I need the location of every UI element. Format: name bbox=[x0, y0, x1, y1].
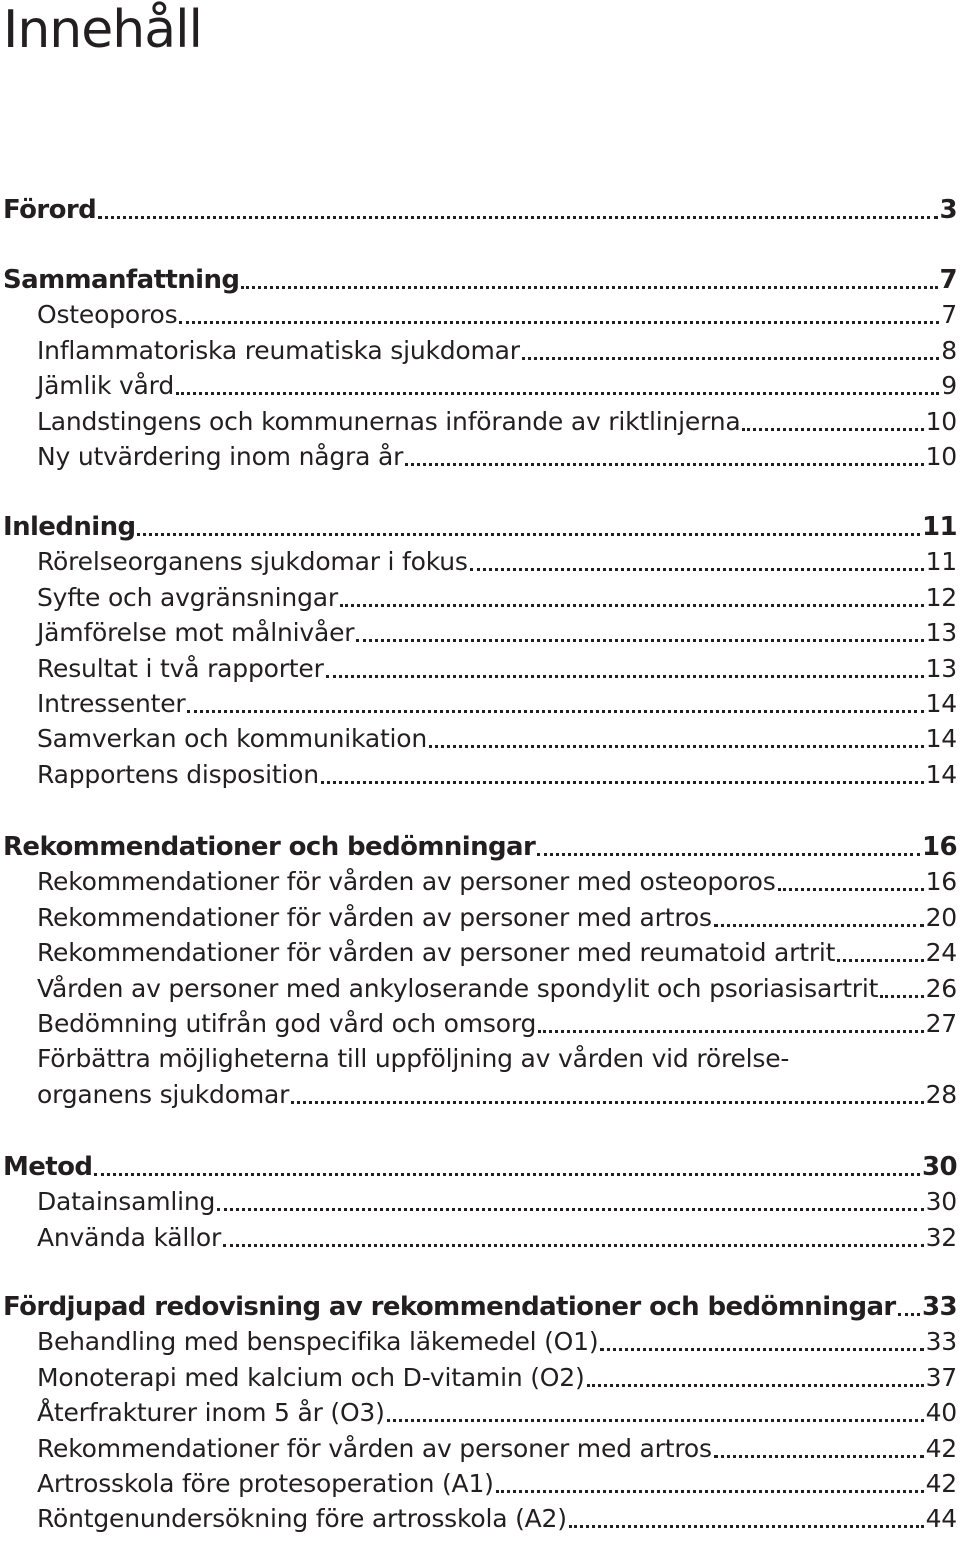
toc-subsection-entry[interactable] bbox=[0, 1009, 957, 1039]
toc-subsection-entry-label: Bedömning utifrån god vård och omsorg bbox=[37, 1009, 537, 1038]
toc-subsection-entry-label: Rekommendationer för vården av personer med artros bbox=[37, 1434, 712, 1463]
toc-subsection-entry-label: Ny utvärdering inom några år bbox=[37, 442, 404, 471]
toc-subsection-entry-page-number: 40 bbox=[925, 1398, 957, 1427]
toc-subsection-entry[interactable] bbox=[0, 724, 957, 754]
toc-section-entry-page-number: 11 bbox=[922, 512, 957, 542]
dot-leader bbox=[778, 888, 924, 891]
dot-leader bbox=[321, 781, 924, 784]
dot-leader bbox=[291, 1101, 923, 1104]
dot-leader bbox=[714, 1455, 924, 1458]
toc-subsection-entry[interactable] bbox=[0, 1398, 957, 1428]
toc-subsection-entry[interactable] bbox=[0, 760, 957, 790]
dot-leader bbox=[94, 1173, 920, 1176]
dot-leader bbox=[538, 1030, 923, 1033]
toc-subsection-entry-page-number: 10 bbox=[925, 442, 957, 471]
toc-subsection-entry[interactable] bbox=[0, 1080, 957, 1110]
dot-leader bbox=[187, 710, 923, 713]
toc-subsection-entry-page-number: 42 bbox=[925, 1469, 957, 1498]
toc-subsection-entry-label: Rekommendationer för vården av personer med osteoporos bbox=[37, 867, 776, 896]
toc-subsection-entry[interactable] bbox=[0, 1469, 957, 1499]
toc-section-entry[interactable] bbox=[0, 512, 957, 542]
dot-leader bbox=[600, 1348, 923, 1351]
toc-section-entry-label: Rekommendationer och bedömningar bbox=[3, 832, 536, 862]
toc-subsection-entry-page-number: 44 bbox=[925, 1504, 957, 1533]
dot-leader bbox=[537, 853, 920, 856]
dot-leader bbox=[98, 216, 937, 219]
toc-subsection-entry-label: Intressenter bbox=[37, 689, 186, 718]
toc-subsection-entry-page-number: 30 bbox=[925, 1187, 957, 1216]
dot-leader bbox=[880, 995, 923, 998]
toc-subsection-entry-label: Använda källor bbox=[37, 1223, 222, 1252]
toc-section-entry-label: Inledning bbox=[3, 512, 136, 542]
toc-subsection-entry-label: Artrosskola före protesoperation (A1) bbox=[37, 1469, 494, 1498]
toc-subsection-entry-page-number: 24 bbox=[925, 938, 957, 967]
dot-leader bbox=[569, 1525, 924, 1528]
toc-section-entry-page-number: 33 bbox=[922, 1292, 957, 1322]
toc-subsection-entry-label: Osteoporos bbox=[37, 300, 178, 329]
toc-subsection-entry-label: Rörelseorganens sjukdomar i fokus bbox=[37, 547, 468, 576]
toc-subsection-entry-label: Inflammatoriska reumatiska sjukdomar bbox=[37, 336, 520, 365]
toc-subsection-entry-page-number: 7 bbox=[941, 300, 957, 329]
toc-subsection-entry-label: Monoterapi med kalcium och D-vitamin (O2) bbox=[37, 1363, 585, 1392]
toc-section-entry[interactable] bbox=[0, 1152, 957, 1182]
toc-subsection-entry-page-number: 12 bbox=[925, 583, 957, 612]
toc-subsection-entry-label: Resultat i två rapporter bbox=[37, 654, 324, 683]
toc-subsection-entry-label: Rapportens disposition bbox=[37, 760, 319, 789]
toc-section-entry-label: Sammanfattning bbox=[3, 265, 240, 295]
toc-subsection-entry-label: Landstingens och kommunernas införande av riktlinjerna bbox=[37, 407, 741, 436]
dot-leader bbox=[522, 357, 939, 360]
toc-subsection-entry-label: Återfrakturer inom 5 år (O3) bbox=[37, 1398, 385, 1427]
dot-leader bbox=[356, 639, 923, 642]
toc-subsection-entry[interactable] bbox=[0, 654, 957, 684]
dot-leader bbox=[470, 568, 924, 571]
toc-subsection-entry-label: Röntgenundersökning före artrosskola (A2) bbox=[37, 1504, 567, 1533]
toc-subsection-entry-page-number: 33 bbox=[925, 1327, 957, 1356]
toc-section-entry[interactable] bbox=[0, 1292, 957, 1322]
toc-subsection-entry[interactable] bbox=[0, 938, 957, 968]
toc-subsection-entry-page-number: 27 bbox=[925, 1009, 957, 1038]
toc-subsection-entry-label: Datainsamling bbox=[37, 1187, 216, 1216]
dot-leader bbox=[179, 321, 939, 324]
toc-subsection-entry-page-number: 16 bbox=[925, 867, 957, 896]
dot-leader bbox=[898, 1313, 920, 1316]
toc-subsection-entry[interactable] bbox=[0, 1327, 957, 1357]
dot-leader bbox=[217, 1208, 923, 1211]
dot-leader bbox=[714, 924, 924, 927]
toc-subsection-entry[interactable] bbox=[0, 336, 957, 366]
toc-subsection-entry-label: Behandling med benspecifika läkemedel (O1) bbox=[37, 1327, 599, 1356]
toc-subsection-entry[interactable] bbox=[0, 974, 957, 1004]
toc-subsection-entry-label: Förbättra möjligheterna till uppföljning av vården vid rörelse- bbox=[37, 1044, 790, 1073]
toc-subsection-entry[interactable] bbox=[0, 1223, 957, 1253]
toc-subsection-entry[interactable] bbox=[0, 867, 957, 897]
dot-leader bbox=[742, 428, 923, 431]
toc-subsection-entry-label: Jämförelse mot målnivåer bbox=[37, 618, 355, 647]
toc-subsection-entry[interactable] bbox=[0, 1504, 957, 1534]
dot-leader bbox=[326, 675, 924, 678]
toc-subsection-entry-label: Rekommendationer för vården av personer med artros bbox=[37, 903, 712, 932]
toc-subsection-entry[interactable] bbox=[0, 583, 957, 613]
toc-section-entry[interactable] bbox=[0, 832, 957, 862]
dot-leader bbox=[176, 392, 939, 395]
toc-subsection-entry-page-number: 14 bbox=[925, 724, 957, 753]
toc-subsection-entry-label: Samverkan och kommunikation bbox=[37, 724, 428, 753]
toc-subsection-entry-page-number: 14 bbox=[925, 760, 957, 789]
toc-subsection-entry-page-number: 14 bbox=[925, 689, 957, 718]
toc-section-entry-page-number: 7 bbox=[939, 265, 957, 295]
toc-subsection-entry[interactable] bbox=[0, 903, 957, 933]
dot-leader bbox=[429, 745, 924, 748]
toc-section-entry[interactable] bbox=[0, 265, 957, 295]
dot-leader bbox=[223, 1244, 924, 1247]
toc-subsection-entry-page-number: 42 bbox=[925, 1434, 957, 1463]
toc-subsection-entry[interactable] bbox=[0, 1434, 957, 1464]
dot-leader bbox=[340, 604, 924, 607]
toc-section-entry-page-number: 16 bbox=[922, 832, 957, 862]
toc-subsection-entry[interactable] bbox=[0, 1044, 957, 1074]
toc-section-entry-label: Förord bbox=[3, 195, 97, 225]
toc-section-entry-label: Fördjupad redovisning av rekommendationer och bedömningar bbox=[3, 1292, 896, 1322]
toc-subsection-entry[interactable] bbox=[0, 547, 957, 577]
toc-section-entry-label: Metod bbox=[3, 1152, 93, 1182]
toc-subsection-entry-page-number: 9 bbox=[941, 371, 957, 400]
dot-leader bbox=[496, 1490, 924, 1493]
toc-subsection-entry-page-number: 26 bbox=[925, 974, 957, 1003]
page-title: Innehåll bbox=[3, 0, 202, 60]
dot-leader bbox=[241, 286, 937, 289]
toc-subsection-entry-label: Rekommendationer för vården av personer med reumatoid artrit bbox=[37, 938, 836, 967]
toc-section-entry-page-number: 30 bbox=[922, 1152, 957, 1182]
toc-subsection-entry[interactable] bbox=[0, 407, 957, 437]
toc-subsection-entry-label: Jämlik vård bbox=[37, 371, 174, 400]
toc-subsection-entry[interactable] bbox=[0, 1363, 957, 1393]
toc-subsection-entry[interactable] bbox=[0, 300, 957, 330]
toc-subsection-entry-page-number: 13 bbox=[925, 654, 957, 683]
toc-subsection-entry[interactable] bbox=[0, 618, 957, 648]
toc-subsection-entry[interactable] bbox=[0, 1187, 957, 1217]
dot-leader bbox=[837, 959, 923, 962]
toc-subsection-entry-page-number: 28 bbox=[925, 1080, 957, 1109]
toc-subsection-entry-page-number: 13 bbox=[925, 618, 957, 647]
dot-leader bbox=[587, 1384, 924, 1387]
toc-subsection-entry-label: organens sjukdomar bbox=[37, 1080, 290, 1109]
toc-subsection-entry-page-number: 10 bbox=[925, 407, 957, 436]
toc-subsection-entry-page-number: 32 bbox=[925, 1223, 957, 1252]
dot-leader bbox=[137, 533, 920, 536]
toc-subsection-entry-page-number: 20 bbox=[925, 903, 957, 932]
toc-section-entry-page-number: 3 bbox=[939, 195, 957, 225]
toc-section-entry[interactable] bbox=[0, 195, 957, 225]
toc-subsection-entry-page-number: 8 bbox=[941, 336, 957, 365]
toc-subsection-entry-label: Vården av personer med ankyloserande spondylit och psoriasisartrit bbox=[37, 974, 879, 1003]
toc-subsection-entry-page-number: 11 bbox=[925, 547, 957, 576]
dot-leader bbox=[405, 463, 923, 466]
toc-subsection-entry-label: Syfte och avgränsningar bbox=[37, 583, 338, 612]
toc-subsection-entry-page-number: 37 bbox=[925, 1363, 957, 1392]
toc-subsection-entry[interactable] bbox=[0, 371, 957, 401]
toc-subsection-entry[interactable] bbox=[0, 689, 957, 719]
dot-leader bbox=[387, 1419, 924, 1422]
toc-subsection-entry[interactable] bbox=[0, 442, 957, 472]
